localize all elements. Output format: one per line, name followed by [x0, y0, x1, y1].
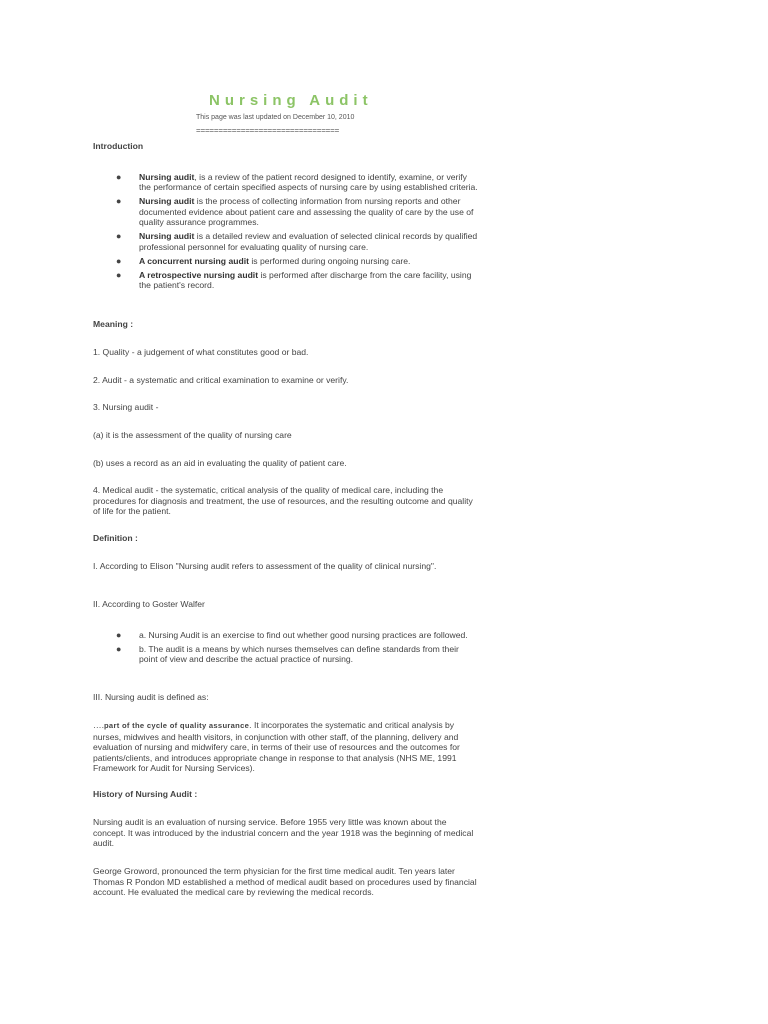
history-heading: History of Nursing Audit :	[93, 789, 198, 799]
meaning-item-4: 4. Medical audit - the systematic, critical analysis of the quality of medical care, including the procedures for diagnosis and treatment, the use of resources, and the resulting outcome and quality of life for the patient.	[93, 485, 473, 517]
list-item: ● a. Nursing Audit is an exercise to find out whether good nursing practices are followed.	[116, 630, 468, 640]
list-item: ● Nursing audit, is a review of the patient record designed to identify, examine, or verify the performance of certain specified aspects of nursing care by using established criteria.	[116, 172, 478, 193]
list-item: ● A retrospective nursing audit is performed after discharge from the care facility, using the patient's record.	[116, 269, 472, 291]
introduction-list	[93, 172, 478, 294]
definition-iii: III. Nursing audit is defined as:	[93, 692, 209, 702]
list-item: ● Nursing audit is a detailed review and evaluation of selected clinical records by qualified professional personnel for evaluating quality of nursing care.	[116, 231, 478, 252]
list-item: ● b. The audit is a means by which nurses themselves can define standards from their point of view and describe the actual practice of nursing.	[116, 644, 459, 665]
meaning-item-1: 1. Quality - a judgement of what constitutes good or bad.	[93, 347, 309, 357]
history-paragraph-1: Nursing audit is an evaluation of nursing service. Before 1955 very little was known about the concept. It was introduced by the industrial concern and the year 1918 was the beginning of medical audit.	[93, 817, 474, 849]
last-updated-text: This page was last updated on December 10, 2010	[196, 114, 355, 121]
definition-list	[93, 630, 478, 668]
meaning-heading: Meaning :	[93, 319, 134, 329]
meaning-item-3: 3. Nursing audit -	[93, 402, 159, 412]
bullet-icon: ●	[116, 630, 122, 640]
definition-i: I. According to Elison "Nursing audit refers to assessment of the quality of clinical nursing".	[93, 561, 437, 571]
meaning-item-2: 2. Audit - a systematic and critical examination to examine or verify.	[93, 375, 349, 385]
bullet-icon: ●	[116, 196, 122, 207]
separator-rule: ================================	[196, 126, 340, 135]
bullet-icon: ●	[116, 231, 122, 242]
bullet-icon: ●	[116, 644, 122, 654]
definition-heading: Definition :	[93, 533, 138, 543]
meaning-item-3b: (b) uses a record as an aid in evaluating the quality of patient care.	[93, 458, 347, 468]
bullet-icon: ●	[116, 172, 122, 182]
introduction-heading: Introduction	[93, 141, 144, 151]
definition-ii: II. According to Goster Walfer	[93, 599, 205, 609]
list-item: ● Nursing audit is the process of collecting information from nursing reports and other documented evidence about patient care and assessing the quality of care by the use of quality assurance programmes.	[116, 196, 474, 228]
page-title: Nursing Audit	[209, 92, 373, 109]
bullet-icon: ●	[116, 269, 122, 280]
definition-quote: ….part of the cycle of quality assurance. It incorporates the systematic and critical analysis by nurses, midwives and health visitors, in conjunction with other staff, of the planning, delivery and evaluation of nursing and midwifery care, in terms of their use of resources and the outcomes for patients/clients, and introduces appropriate change in response to that analysis (NHS ME, 1991 Framework for Audit for Nursing Services).	[93, 720, 460, 774]
bullet-icon: ●	[116, 255, 122, 266]
meaning-item-3a: (a) it is the assessment of the quality of nursing care	[93, 430, 292, 440]
list-item: ● A concurrent nursing audit is performed during ongoing nursing care.	[116, 255, 411, 266]
history-paragraph-2: George Groword, pronounced the term physician for the first time medical audit. Ten years later Thomas R Pondon MD established a method of medical audit based on procedures used by financial account. He evaluated the medical care by reviewing the medical records.	[93, 866, 477, 898]
